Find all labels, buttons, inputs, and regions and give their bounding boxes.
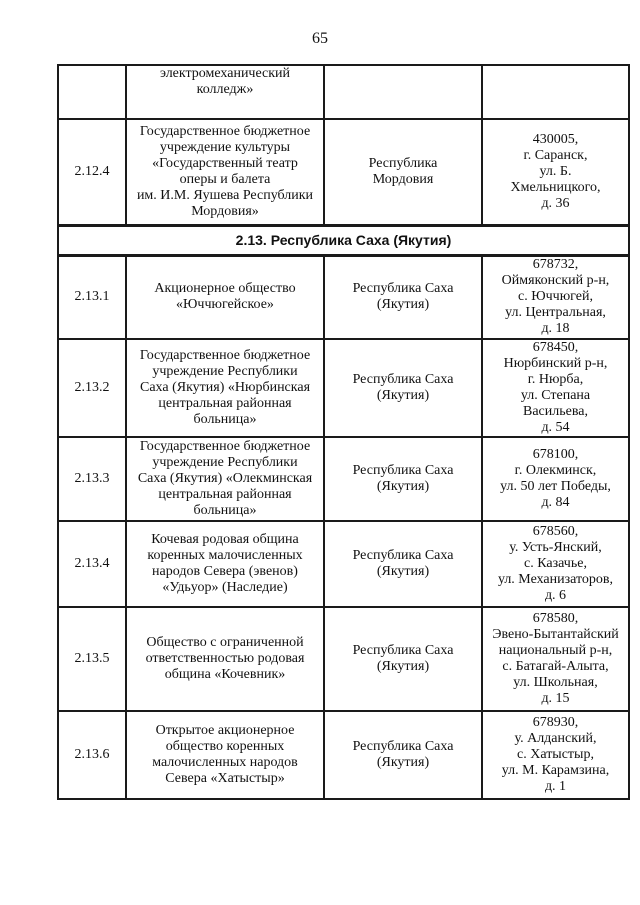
organization-name-cell: Государственное бюджетное учреждение культуры «Государственный театр оперы и балета им. И.М. Яушева Республики Мордовия»: [126, 119, 324, 225]
region-cell: Республика Саха (Якутия): [324, 711, 482, 799]
address-cell: 678450, Нюрбинский р-н, г. Нюрба, ул. Степана Васильева, д. 54: [482, 339, 629, 437]
row-number-cell: 2.13.2: [58, 339, 126, 437]
organization-name-cell: Открытое акционерное общество коренных малочисленных народов Севера «Хатыстыр»: [126, 711, 324, 799]
organization-name-cell: Государственное бюджетное учреждение Республики Саха (Якутия) «Нюрбинская центральная районная больница»: [126, 339, 324, 437]
row-number-cell: 2.13.4: [58, 521, 126, 607]
organization-name-cell: Государственное бюджетное учреждение Республики Саха (Якутия) «Олекминская центральная районная больница»: [126, 437, 324, 521]
region-cell: Республика Саха (Якутия): [324, 255, 482, 339]
organization-name-cell: Кочевая родовая община коренных малочисленных народов Севера (эвенов) «Удьуор» (Наследие): [126, 521, 324, 607]
row-number-cell: 2.13.6: [58, 711, 126, 799]
region-cell: Республика Саха (Якутия): [324, 521, 482, 607]
row-number-cell: 2.13.1: [58, 255, 126, 339]
organization-name-cell: Акционерное общество «Юччюгейское»: [126, 255, 324, 339]
table-row: [58, 65, 629, 119]
row-number-cell: 2.13.5: [58, 607, 126, 711]
region-cell: Республика Саха (Якутия): [324, 607, 482, 711]
row-number-cell: 2.13.3: [58, 437, 126, 521]
region-cell: Республика Мордовия: [324, 119, 482, 225]
table-row: [58, 437, 629, 521]
row-number-cell: [58, 65, 126, 119]
region-cell: [324, 65, 482, 119]
table-row: [58, 255, 629, 339]
region-cell: Республика Саха (Якутия): [324, 339, 482, 437]
table-row: [58, 119, 629, 225]
organization-name-cell: Общество с ограниченной ответственностью родовая община «Кочевник»: [126, 607, 324, 711]
region-cell: Республика Саха (Якутия): [324, 437, 482, 521]
organization-name-cell: электромеханический колледж»: [126, 65, 324, 119]
page-number: 65: [312, 30, 328, 47]
table-row: [58, 521, 629, 607]
address-cell: 678580, Эвено-Бытантайский национальный р-н, с. Батагай-Алыта, ул. Школьная, д. 15: [482, 607, 629, 711]
table-row: [58, 711, 629, 799]
address-cell: 678560, у. Усть-Янский, с. Казачье, ул. Механизаторов, д. 6: [482, 521, 629, 607]
address-cell: 678100, г. Олекминск, ул. 50 лет Победы, д. 84: [482, 437, 629, 521]
address-cell: 678930, у. Алданский, с. Хатыстыр, ул. М. Карамзина, д. 1: [482, 711, 629, 799]
section-title: 2.13. Республика Саха (Якутия): [58, 225, 629, 255]
table-row: [58, 607, 629, 711]
table-row: [58, 339, 629, 437]
address-cell: 678732, Оймяконский р-н, с. Юччюгей, ул. Центральная, д. 18: [482, 255, 629, 339]
section-header-row: [58, 225, 629, 255]
organizations-table: [57, 64, 630, 800]
address-cell: 430005, г. Саранск, ул. Б. Хмельницкого, д. 36: [482, 119, 629, 225]
address-cell: [482, 65, 629, 119]
row-number-cell: 2.12.4: [58, 119, 126, 225]
